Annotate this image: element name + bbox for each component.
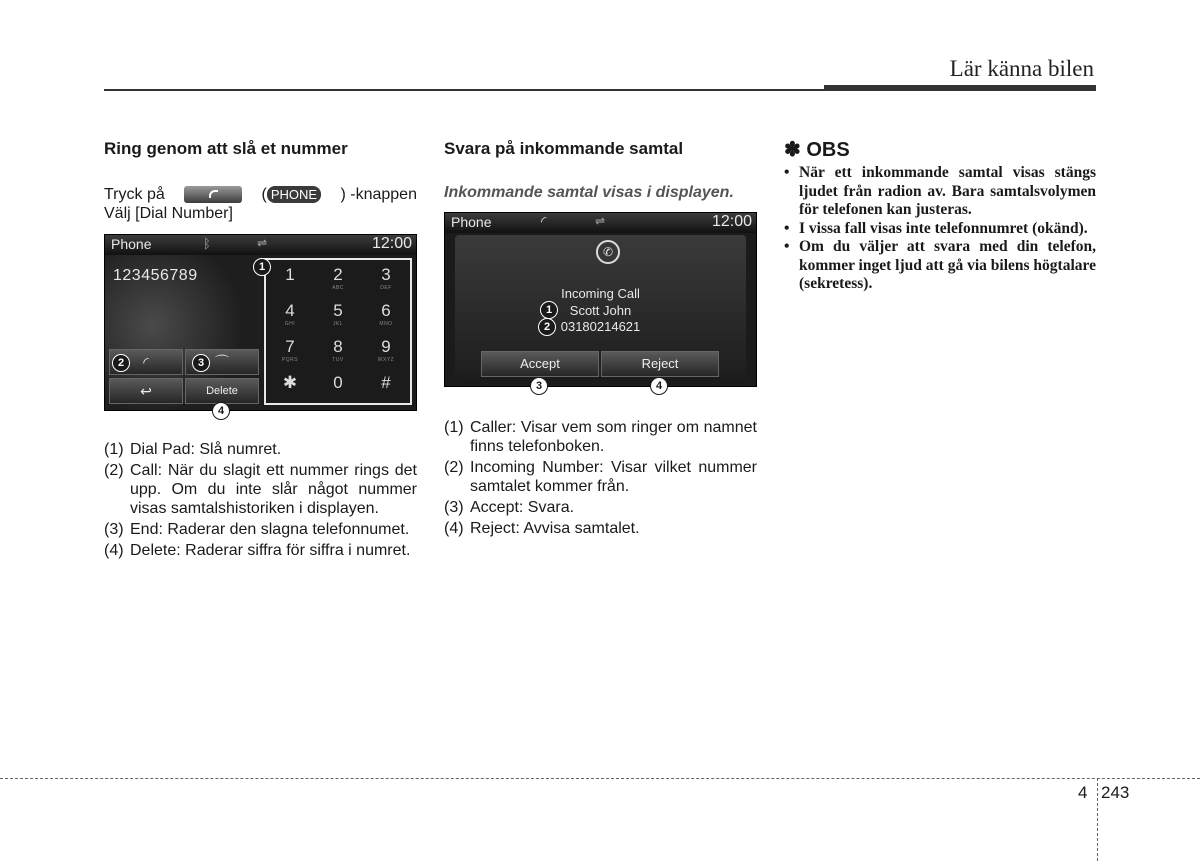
bullet: • bbox=[784, 238, 790, 255]
key-star[interactable] bbox=[267, 373, 313, 407]
screen-title: Phone bbox=[111, 236, 152, 252]
item-number: (2) bbox=[104, 462, 124, 479]
callout-2: 2 bbox=[538, 318, 556, 336]
column-incoming bbox=[444, 138, 757, 537]
key-2[interactable] bbox=[315, 265, 361, 299]
footer-rule bbox=[0, 778, 1200, 779]
list-item bbox=[104, 461, 417, 518]
key-letters: TUV bbox=[332, 357, 344, 363]
list-item bbox=[784, 164, 1096, 220]
screen-title: Phone bbox=[451, 214, 492, 230]
item-text: Call: När du slagit ett nummer rings det upp. Om du inte slår något nummer visas samtalshistoriken i displayen. bbox=[130, 462, 417, 517]
key-digit: 1 bbox=[285, 265, 295, 284]
item-number: (1) bbox=[104, 441, 124, 458]
end-call-icon: ⌒ bbox=[215, 354, 229, 370]
footer-divider bbox=[1097, 778, 1098, 861]
section-heading-incoming: Svara på inkommande samtal bbox=[444, 139, 684, 158]
callout-3: 3 bbox=[530, 377, 548, 395]
list-item bbox=[444, 458, 757, 496]
section-heading-dial: Ring genom att slå et nummer bbox=[104, 139, 348, 158]
key-letters: WXYZ bbox=[377, 357, 395, 363]
callout-1: 1 bbox=[540, 301, 558, 319]
callout-2: 2 bbox=[112, 354, 130, 372]
key-3[interactable] bbox=[363, 265, 409, 299]
callout-4: 4 bbox=[650, 377, 668, 395]
obs-heading: ✽ OBS bbox=[784, 139, 850, 161]
dial-screen bbox=[104, 234, 417, 411]
key-8[interactable] bbox=[315, 337, 361, 371]
incoming-legend-list bbox=[444, 418, 757, 540]
key-4[interactable] bbox=[267, 301, 313, 335]
item-number: (2) bbox=[444, 459, 464, 476]
key-letters: MNO bbox=[379, 321, 393, 327]
obs-list bbox=[784, 164, 1096, 294]
key-digit: 7 bbox=[285, 337, 295, 356]
key-0[interactable] bbox=[315, 373, 361, 407]
item-text: Caller: Visar vem som ringer om namnet finns telefonboken. bbox=[470, 419, 757, 455]
list-item bbox=[104, 541, 417, 560]
item-text: Reject: Avvisa samtalet. bbox=[470, 520, 640, 537]
item-text: Dial Pad: Slå numret. bbox=[130, 441, 282, 458]
key-digit: 3 bbox=[381, 265, 391, 284]
screen-time: 12:00 bbox=[371, 235, 412, 252]
callout-1: 1 bbox=[253, 258, 271, 276]
key-9[interactable] bbox=[363, 337, 409, 371]
bullet: • bbox=[784, 219, 790, 237]
item-number: (4) bbox=[444, 520, 464, 537]
dialed-number: 123456789 bbox=[113, 267, 198, 284]
call-status: Incoming Call bbox=[561, 286, 640, 301]
page-number: 243 bbox=[1101, 783, 1130, 802]
key-1[interactable] bbox=[267, 265, 313, 299]
key-letters: ABC bbox=[332, 285, 344, 291]
caller-number: 03180214621 bbox=[560, 319, 641, 334]
screen-topbar bbox=[105, 235, 416, 255]
dial-pad bbox=[264, 258, 412, 405]
key-6[interactable] bbox=[363, 301, 409, 335]
item-text: Incoming Number: Visar vilket nummer samtalet kommer från. bbox=[470, 459, 757, 495]
phone-key-icon bbox=[184, 186, 242, 203]
item-number: (3) bbox=[104, 521, 124, 538]
key-hash[interactable] bbox=[363, 373, 409, 407]
usb-icon: ⇌ bbox=[257, 236, 268, 250]
instruction-text bbox=[104, 185, 417, 223]
item-number: (1) bbox=[444, 419, 464, 436]
list-item bbox=[784, 238, 1096, 294]
incoming-phone-icon: ✆ bbox=[596, 240, 620, 264]
item-text: Accept: Svara. bbox=[470, 499, 575, 516]
usb-icon: ⇌ bbox=[595, 214, 606, 228]
accept-button[interactable]: Accept bbox=[481, 351, 599, 377]
key-digit: ✱ bbox=[282, 373, 298, 392]
tryck-suffix: ) -knappen bbox=[340, 186, 417, 203]
header-rule bbox=[104, 89, 824, 91]
item-number: (3) bbox=[444, 499, 464, 516]
back-icon: ↩ bbox=[140, 383, 152, 399]
list-item bbox=[784, 220, 1096, 239]
screen-time: 12:00 bbox=[711, 213, 752, 230]
running-header: Lär känna bilen bbox=[949, 56, 1094, 81]
tryck-prefix: Tryck på bbox=[104, 186, 165, 203]
item-text: I vissa fall visas inte telefonnumret (okänd). bbox=[799, 219, 1088, 237]
key-letters: DEF bbox=[380, 285, 392, 291]
callout-4: 4 bbox=[212, 402, 230, 420]
column-dial bbox=[104, 138, 417, 559]
header-rule-accent bbox=[824, 85, 1096, 91]
item-text: Om du väljer att svara med din telefon, kommer inget ljud att gå via bilens högtalare (sekretess). bbox=[799, 238, 1096, 292]
item-text: När ett inkommande samtal visas stängs ljudet från radion av. Bara samtalsvolymen för telefonen kan justeras. bbox=[799, 164, 1096, 218]
key-digit: 4 bbox=[285, 301, 295, 320]
back-button[interactable] bbox=[109, 378, 183, 404]
caller-name: Scott John bbox=[569, 303, 632, 318]
key-digit: 0 bbox=[333, 373, 343, 392]
key-letters: PQRS bbox=[281, 357, 299, 363]
chapter-number: 4 bbox=[1078, 783, 1088, 802]
incoming-call-screen bbox=[444, 212, 757, 387]
item-text: End: Raderar den slagna telefonnumet. bbox=[130, 521, 410, 538]
callout-3: 3 bbox=[192, 354, 210, 372]
key-letters: GHI bbox=[284, 321, 296, 327]
list-item bbox=[444, 519, 757, 538]
key-digit: 6 bbox=[381, 301, 391, 320]
key-7[interactable] bbox=[267, 337, 313, 371]
bullet: • bbox=[784, 164, 790, 181]
reject-button[interactable]: Reject bbox=[601, 351, 719, 377]
key-digit: 2 bbox=[333, 265, 343, 284]
bluetooth-icon: ᛒ bbox=[203, 236, 211, 251]
tryck-line2: Välj [Dial Number] bbox=[104, 205, 233, 222]
phone-icon: ◜ bbox=[541, 213, 547, 229]
phone-button-label: PHONE bbox=[267, 186, 321, 203]
key-digit: 8 bbox=[333, 337, 343, 356]
delete-button[interactable]: Delete bbox=[185, 378, 259, 404]
screen-topbar bbox=[445, 213, 756, 233]
key-digit: 9 bbox=[381, 337, 391, 356]
key-5[interactable] bbox=[315, 301, 361, 335]
key-letters: JKL bbox=[332, 321, 344, 327]
key-digit: 5 bbox=[333, 301, 343, 320]
call-icon: ◜ bbox=[143, 354, 149, 370]
list-item bbox=[444, 418, 757, 456]
list-item bbox=[104, 440, 417, 459]
item-number: (4) bbox=[104, 542, 124, 559]
call-panel bbox=[455, 235, 746, 377]
paren-open: ( PHONE bbox=[262, 185, 322, 204]
item-text: Delete: Raderar siffra för siffra i numret. bbox=[130, 542, 411, 559]
section-subheading: Inkommande samtal visas i displayen. bbox=[444, 184, 734, 201]
list-item bbox=[104, 520, 417, 539]
key-digit: # bbox=[381, 373, 391, 392]
dial-legend-list bbox=[104, 440, 417, 562]
column-obs bbox=[784, 138, 1096, 294]
list-item bbox=[444, 498, 757, 517]
